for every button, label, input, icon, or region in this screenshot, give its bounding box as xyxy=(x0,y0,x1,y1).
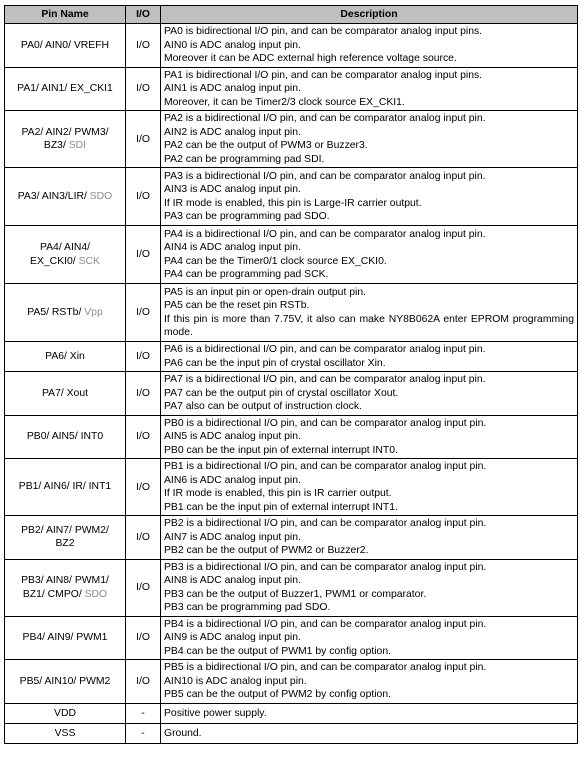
description-cell xyxy=(161,67,578,111)
pin-name-text: EX_CKI0/ xyxy=(30,255,79,267)
io-type-cell: I/O xyxy=(126,111,161,168)
table-row xyxy=(5,660,578,704)
table-body xyxy=(5,24,578,744)
description-line: PA0 is bidirectional I/O pin, and can be comparator analog input pins. xyxy=(164,26,483,37)
pin-name-text: BZ3/ xyxy=(43,140,69,151)
description-line: PB2 is a bidirectional I/O pin, and can be comparator analog input pin. xyxy=(164,518,487,529)
description-cell xyxy=(161,342,578,372)
pin-name-line xyxy=(8,537,122,551)
pin-name-cell xyxy=(5,372,126,416)
pin-name-line xyxy=(8,588,122,602)
description-line: PB1 is a bidirectional I/O pin, and can be comparator analog input pin. xyxy=(164,461,487,472)
table-row xyxy=(5,342,578,372)
pin-description-table xyxy=(4,5,578,744)
pin-name-text: PB3/ AIN8/ PWM1/ xyxy=(21,575,109,586)
description-line: PA4 is a bidirectional I/O pin, and can be comparator analog input pin. xyxy=(164,228,486,240)
table-row xyxy=(5,284,578,342)
description-line: PA4 can be the Timer0/1 clock source EX_CKI0. xyxy=(164,255,387,267)
description-line: PA6 is a bidirectional I/O pin, and can be comparator analog input pin. xyxy=(164,344,486,355)
description-line: If IR mode is enabled, this pin is IR carrier output. xyxy=(164,488,392,499)
pin-name-line xyxy=(8,524,122,538)
description-cell xyxy=(161,415,578,459)
pin-name-cell xyxy=(5,516,126,560)
pin-name-line xyxy=(8,190,122,204)
pin-name-text: PB5/ AIN10/ PWM2 xyxy=(19,675,111,687)
description-line: PA3 can be programming pad SDO. xyxy=(164,211,330,222)
pin-name-cell xyxy=(5,168,126,226)
description-line: AIN3 is ADC analog input pin. xyxy=(164,184,301,195)
io-type-cell: I/O xyxy=(126,660,161,704)
table-row xyxy=(5,168,578,226)
pin-name-line xyxy=(8,139,122,153)
table-row xyxy=(5,559,578,616)
description-line: PB0 can be the input pin of external interrupt INT0. xyxy=(164,444,398,456)
programming-pad-label: SDO xyxy=(89,190,113,202)
pin-name-cell xyxy=(5,67,126,111)
description-line: Moreover, it can be Timer2/3 clock source EX_CKI1. xyxy=(164,96,405,108)
description-line: AIN2 is ADC analog input pin. xyxy=(164,126,301,138)
io-type-cell: I/O xyxy=(126,342,161,372)
pin-name-line xyxy=(8,631,122,645)
pin-name-text: PA6/ Xin xyxy=(45,350,85,362)
description-line: PA5 can be the reset pin RSTb. xyxy=(164,300,310,311)
header-pin-name: Pin Name xyxy=(5,6,126,24)
programming-pad-label: Vpp xyxy=(84,306,103,318)
pin-name-text: PA3/ AIN3/LIR/ xyxy=(17,190,90,202)
description-line: AIN1 is ADC analog input pin. xyxy=(164,83,301,94)
description-line: PA5 is an input pin or open-drain output pin. xyxy=(164,286,366,298)
io-type-cell: I/O xyxy=(126,372,161,416)
pin-name-cell xyxy=(5,616,126,660)
header-description: Description xyxy=(161,6,578,24)
description-line: PA7 can be the output pin of crystal oscillator Xout. xyxy=(164,387,399,399)
pin-name-line xyxy=(8,255,122,269)
description-line: PB3 can be programming pad SDO. xyxy=(164,602,331,613)
description-line: AIN5 is ADC analog input pin. xyxy=(164,431,301,442)
description-line: AIN9 is ADC analog input pin. xyxy=(164,632,301,643)
pin-name-line xyxy=(8,727,122,741)
pin-name-line xyxy=(8,707,122,721)
description-line: Moreover it can be ADC external high reference voltage source. xyxy=(164,53,457,64)
programming-pad-label: SCK xyxy=(78,255,100,267)
description-cell xyxy=(161,559,578,616)
description-cell xyxy=(161,704,578,724)
description-cell xyxy=(161,516,578,560)
table-row xyxy=(5,67,578,111)
pin-name-text: VDD xyxy=(54,707,76,719)
pin-name-cell xyxy=(5,704,126,724)
description-line: PB0 is a bidirectional I/O pin, and can be comparator analog input pin. xyxy=(164,417,487,429)
programming-pad-label: SDO xyxy=(84,588,108,600)
pin-name-line xyxy=(8,480,122,494)
description-line: Positive power supply. xyxy=(164,707,267,719)
description-line: PA7 is a bidirectional I/O pin, and can be comparator analog input pin. xyxy=(164,374,486,385)
pin-name-text: PB4/ AIN9/ PWM1 xyxy=(22,632,108,643)
pin-name-text: PA5/ RSTb/ xyxy=(27,306,85,318)
io-type-cell: I/O xyxy=(126,24,161,68)
description-line: PB5 is a bidirectional I/O pin, and can be comparator analog input pin. xyxy=(164,662,487,674)
description-cell xyxy=(161,616,578,660)
pin-name-line xyxy=(8,241,122,255)
io-type-cell: I/O xyxy=(126,67,161,111)
pin-name-line xyxy=(8,39,122,53)
pin-name-text: BZ1/ CMPO/ xyxy=(22,588,85,600)
pin-name-cell xyxy=(5,226,126,284)
description-cell xyxy=(161,284,578,342)
header-io: I/O xyxy=(126,6,161,24)
description-cell xyxy=(161,372,578,416)
pin-name-text: PB2/ AIN7/ PWM2/ xyxy=(21,524,109,536)
pin-name-cell xyxy=(5,415,126,459)
pin-name-cell xyxy=(5,660,126,704)
table-row xyxy=(5,724,578,744)
description-line: PB3 can be the output of Buzzer1, PWM1 or comparator. xyxy=(164,588,427,600)
pin-name-text: VSS xyxy=(54,727,76,739)
pin-name-cell xyxy=(5,724,126,744)
description-line: PA2 can be programming pad SDI. xyxy=(164,153,325,165)
programming-pad-label: SDI xyxy=(68,140,87,151)
description-line: PB1 can be the input pin of external interrupt INT1. xyxy=(164,501,398,513)
description-line: AIN4 is ADC analog input pin. xyxy=(164,242,301,253)
description-line: PB2 can be the output of PWM2 or Buzzer2. xyxy=(164,545,369,556)
table-header-row xyxy=(5,6,578,24)
description-line: PB4 can be the output of PWM1 by config option. xyxy=(164,645,392,657)
pin-name-line xyxy=(8,82,122,96)
description-cell xyxy=(161,724,578,744)
io-type-cell: I/O xyxy=(126,616,161,660)
description-line: PB5 can be the output of PWM2 by config option. xyxy=(164,689,392,701)
table-row xyxy=(5,704,578,724)
description-cell xyxy=(161,459,578,516)
description-cell xyxy=(161,168,578,226)
pin-name-line xyxy=(8,574,122,588)
pin-name-line xyxy=(8,350,122,364)
description-line: PA4 can be programming pad SCK. xyxy=(164,269,329,280)
description-line: PA7 also can be output of instruction clock. xyxy=(164,401,362,412)
description-line: AIN6 is ADC analog input pin. xyxy=(164,474,301,486)
io-type-cell: - xyxy=(126,724,161,744)
description-line: AIN8 is ADC analog input pin. xyxy=(164,575,301,586)
io-type-cell: I/O xyxy=(126,516,161,560)
description-cell xyxy=(161,24,578,68)
pin-name-text: PA0/ AIN0/ VREFH xyxy=(20,39,110,51)
pin-name-cell xyxy=(5,559,126,616)
pin-name-line xyxy=(8,126,122,140)
description-line: PA2 can be the output of PWM3 or Buzzer3. xyxy=(164,140,368,151)
pin-name-cell xyxy=(5,24,126,68)
description-line: If IR mode is enabled, this pin is Large-IR carrier output. xyxy=(164,197,422,209)
description-line: If this pin is more than 7.75V, it also can make NY8B062A enter EPROM programming mode. xyxy=(164,313,574,338)
description-line: PA2 is a bidirectional I/O pin, and can be comparator analog input pin. xyxy=(164,113,486,124)
pin-name-line xyxy=(8,306,122,320)
pin-name-line xyxy=(8,675,122,689)
description-line: PA3 is a bidirectional I/O pin, and can be comparator analog input pin. xyxy=(164,170,486,182)
description-cell xyxy=(161,226,578,284)
description-cell xyxy=(161,660,578,704)
table-row xyxy=(5,516,578,560)
description-line: AIN10 is ADC analog input pin. xyxy=(164,675,307,687)
pin-name-text: PA1/ AIN1/ EX_CKI1 xyxy=(17,83,113,94)
pin-name-cell xyxy=(5,342,126,372)
io-type-cell: I/O xyxy=(126,415,161,459)
table-row xyxy=(5,415,578,459)
table-row xyxy=(5,111,578,168)
table-row xyxy=(5,372,578,416)
io-type-cell: - xyxy=(126,704,161,724)
table-row xyxy=(5,616,578,660)
io-type-cell: I/O xyxy=(126,226,161,284)
pin-name-cell xyxy=(5,111,126,168)
pin-name-text: PA7/ Xout xyxy=(41,387,89,399)
table-row xyxy=(5,226,578,284)
pin-name-line xyxy=(8,430,122,444)
pin-name-line xyxy=(8,387,122,401)
description-line: PB4 is a bidirectional I/O pin, and can be comparator analog input pin. xyxy=(164,618,487,630)
description-line: AIN0 is ADC analog input pin. xyxy=(164,39,301,51)
table-row xyxy=(5,459,578,516)
io-type-cell: I/O xyxy=(126,559,161,616)
description-line: Ground. xyxy=(164,727,202,739)
table-row xyxy=(5,24,578,68)
description-line: PB3 is a bidirectional I/O pin, and can be comparator analog input pin. xyxy=(164,561,487,573)
pin-name-cell xyxy=(5,284,126,342)
pin-name-text: BZ2 xyxy=(55,538,75,550)
io-type-cell: I/O xyxy=(126,284,161,342)
io-type-cell: I/O xyxy=(126,459,161,516)
pin-name-text: PB1/ AIN6/ IR/ INT1 xyxy=(18,481,112,493)
description-cell xyxy=(161,111,578,168)
io-type-cell: I/O xyxy=(126,168,161,226)
pin-name-cell xyxy=(5,459,126,516)
description-line: PA6 can be the input pin of crystal oscillator Xin. xyxy=(164,357,386,369)
pin-name-text: PA2/ AIN2/ PWM3/ xyxy=(21,126,109,138)
pin-name-text: PB0/ AIN5/ INT0 xyxy=(26,431,104,442)
description-line: PA1 is bidirectional I/O pin, and can be comparator analog input pins. xyxy=(164,69,483,81)
description-line: AIN7 is ADC analog input pin. xyxy=(164,531,301,543)
pin-name-text: PA4/ AIN4/ xyxy=(39,242,91,253)
